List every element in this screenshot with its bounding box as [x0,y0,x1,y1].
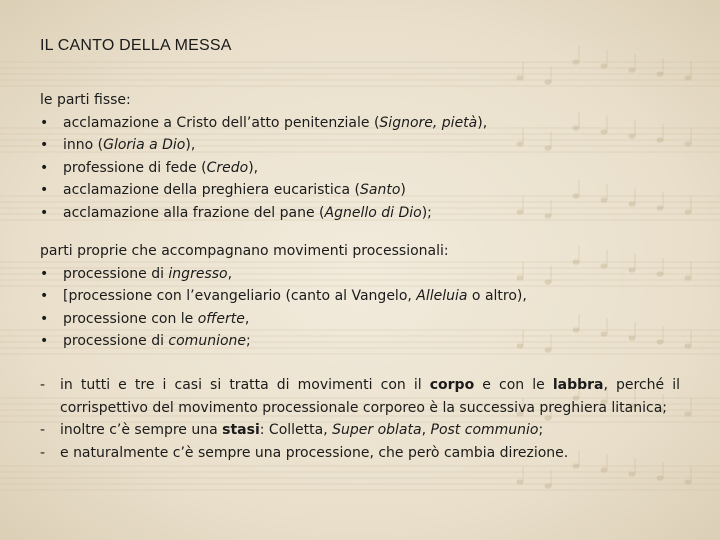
bullet-icon: • [40,310,49,327]
proper-parts-lead [40,240,680,263]
item-text: [processione con l’evangeliario (canto al Vangelo, [63,288,417,304]
note-part: inoltre c’è sempre una [60,422,223,438]
list-item [40,179,680,202]
note-bold: corpo [429,377,475,393]
bullet-icon: • [40,204,49,221]
list-item [40,285,680,308]
item-italic: offerte [197,310,245,327]
item-text: inno ( [63,137,104,153]
note-part: e con le [474,377,553,393]
list-item [40,202,680,225]
dash-marker: - [40,422,46,438]
item-after: o altro), [467,288,527,304]
item-text: processione di [63,265,169,282]
item-after: ), [477,114,488,131]
note-item [40,374,680,419]
item-italic: Santo [359,182,401,198]
fixed-parts-section [40,89,680,224]
bullet-icon: • [40,114,49,131]
item-after: ), [185,137,196,153]
notes-section [40,374,680,464]
bullet-icon: • [40,159,49,176]
bullet-icon: • [40,182,49,198]
item-italic: comunione [168,333,247,349]
item-text: acclamazione a Cristo dell’atto penitenziale ( [63,114,380,131]
dash-marker: - [40,444,46,461]
note-text [60,419,680,442]
bullet-icon: • [40,333,49,349]
note-item [40,419,680,442]
bullet-icon: • [40,137,49,153]
note-item [40,442,680,465]
bullet-icon: • [40,288,49,304]
note-bold: stasi [222,422,260,438]
list-item [40,157,680,180]
note-part: , [421,422,431,438]
item-italic: Signore, pietà [379,114,478,131]
note-text [60,442,680,465]
note-part: ; [538,422,544,438]
item-after: , [244,310,250,327]
item-italic: Credo [206,159,249,176]
item-after: ; [246,333,251,349]
item-after: ); [421,204,432,221]
item-italic: Gloria a Dio [103,137,186,153]
proper-parts-section [40,240,680,353]
note-italic: Super oblata [332,422,422,438]
item-italic: ingresso [168,265,228,282]
note-bold: labbra [552,377,604,393]
note-text [60,374,680,419]
list-item [40,112,680,135]
lead-prefix: le parti [40,92,95,108]
dash-marker: - [40,377,46,393]
item-after: , [227,265,233,282]
note-part: e naturalmente c’è sempre una processione, che però cambia direzione. [60,444,569,461]
item-text: processione di [63,333,169,349]
item-text: acclamazione alla frazione del pane ( [63,204,325,221]
list-item [40,330,680,353]
lead-prefix: parti [40,243,78,259]
fixed-parts-lead [40,89,680,112]
note-italic: Post communio [430,422,539,438]
slide-title: IL CANTO DELLA MESSA [40,37,232,54]
lead-suffix: : [126,92,131,108]
note-part: in tutti e tre i casi si tratta di movimenti con il [60,377,430,393]
item-after: ), [248,159,259,176]
list-item [40,308,680,331]
lead-keyword: proprie [77,243,128,259]
list-item [40,263,680,286]
item-italic: Alleluia [416,288,468,304]
item-italic: Agnello di Dio [324,204,422,221]
note-part: : Colletta, [259,422,333,438]
lead-suffix: che accompagnano movimenti processionali: [127,243,449,259]
list-item [40,134,680,157]
lead-keyword: fisse [94,92,127,108]
item-text: professione di fede ( [63,159,207,176]
item-text: processione con le [63,310,198,327]
item-after: ) [400,182,406,198]
item-text: acclamazione della preghiera eucaristica ( [63,182,360,198]
note-part: , perché il corrispettivo del movimento processionale corporeo è la successiva preghiera litanica; [60,377,681,416]
bullet-icon: • [40,265,49,282]
